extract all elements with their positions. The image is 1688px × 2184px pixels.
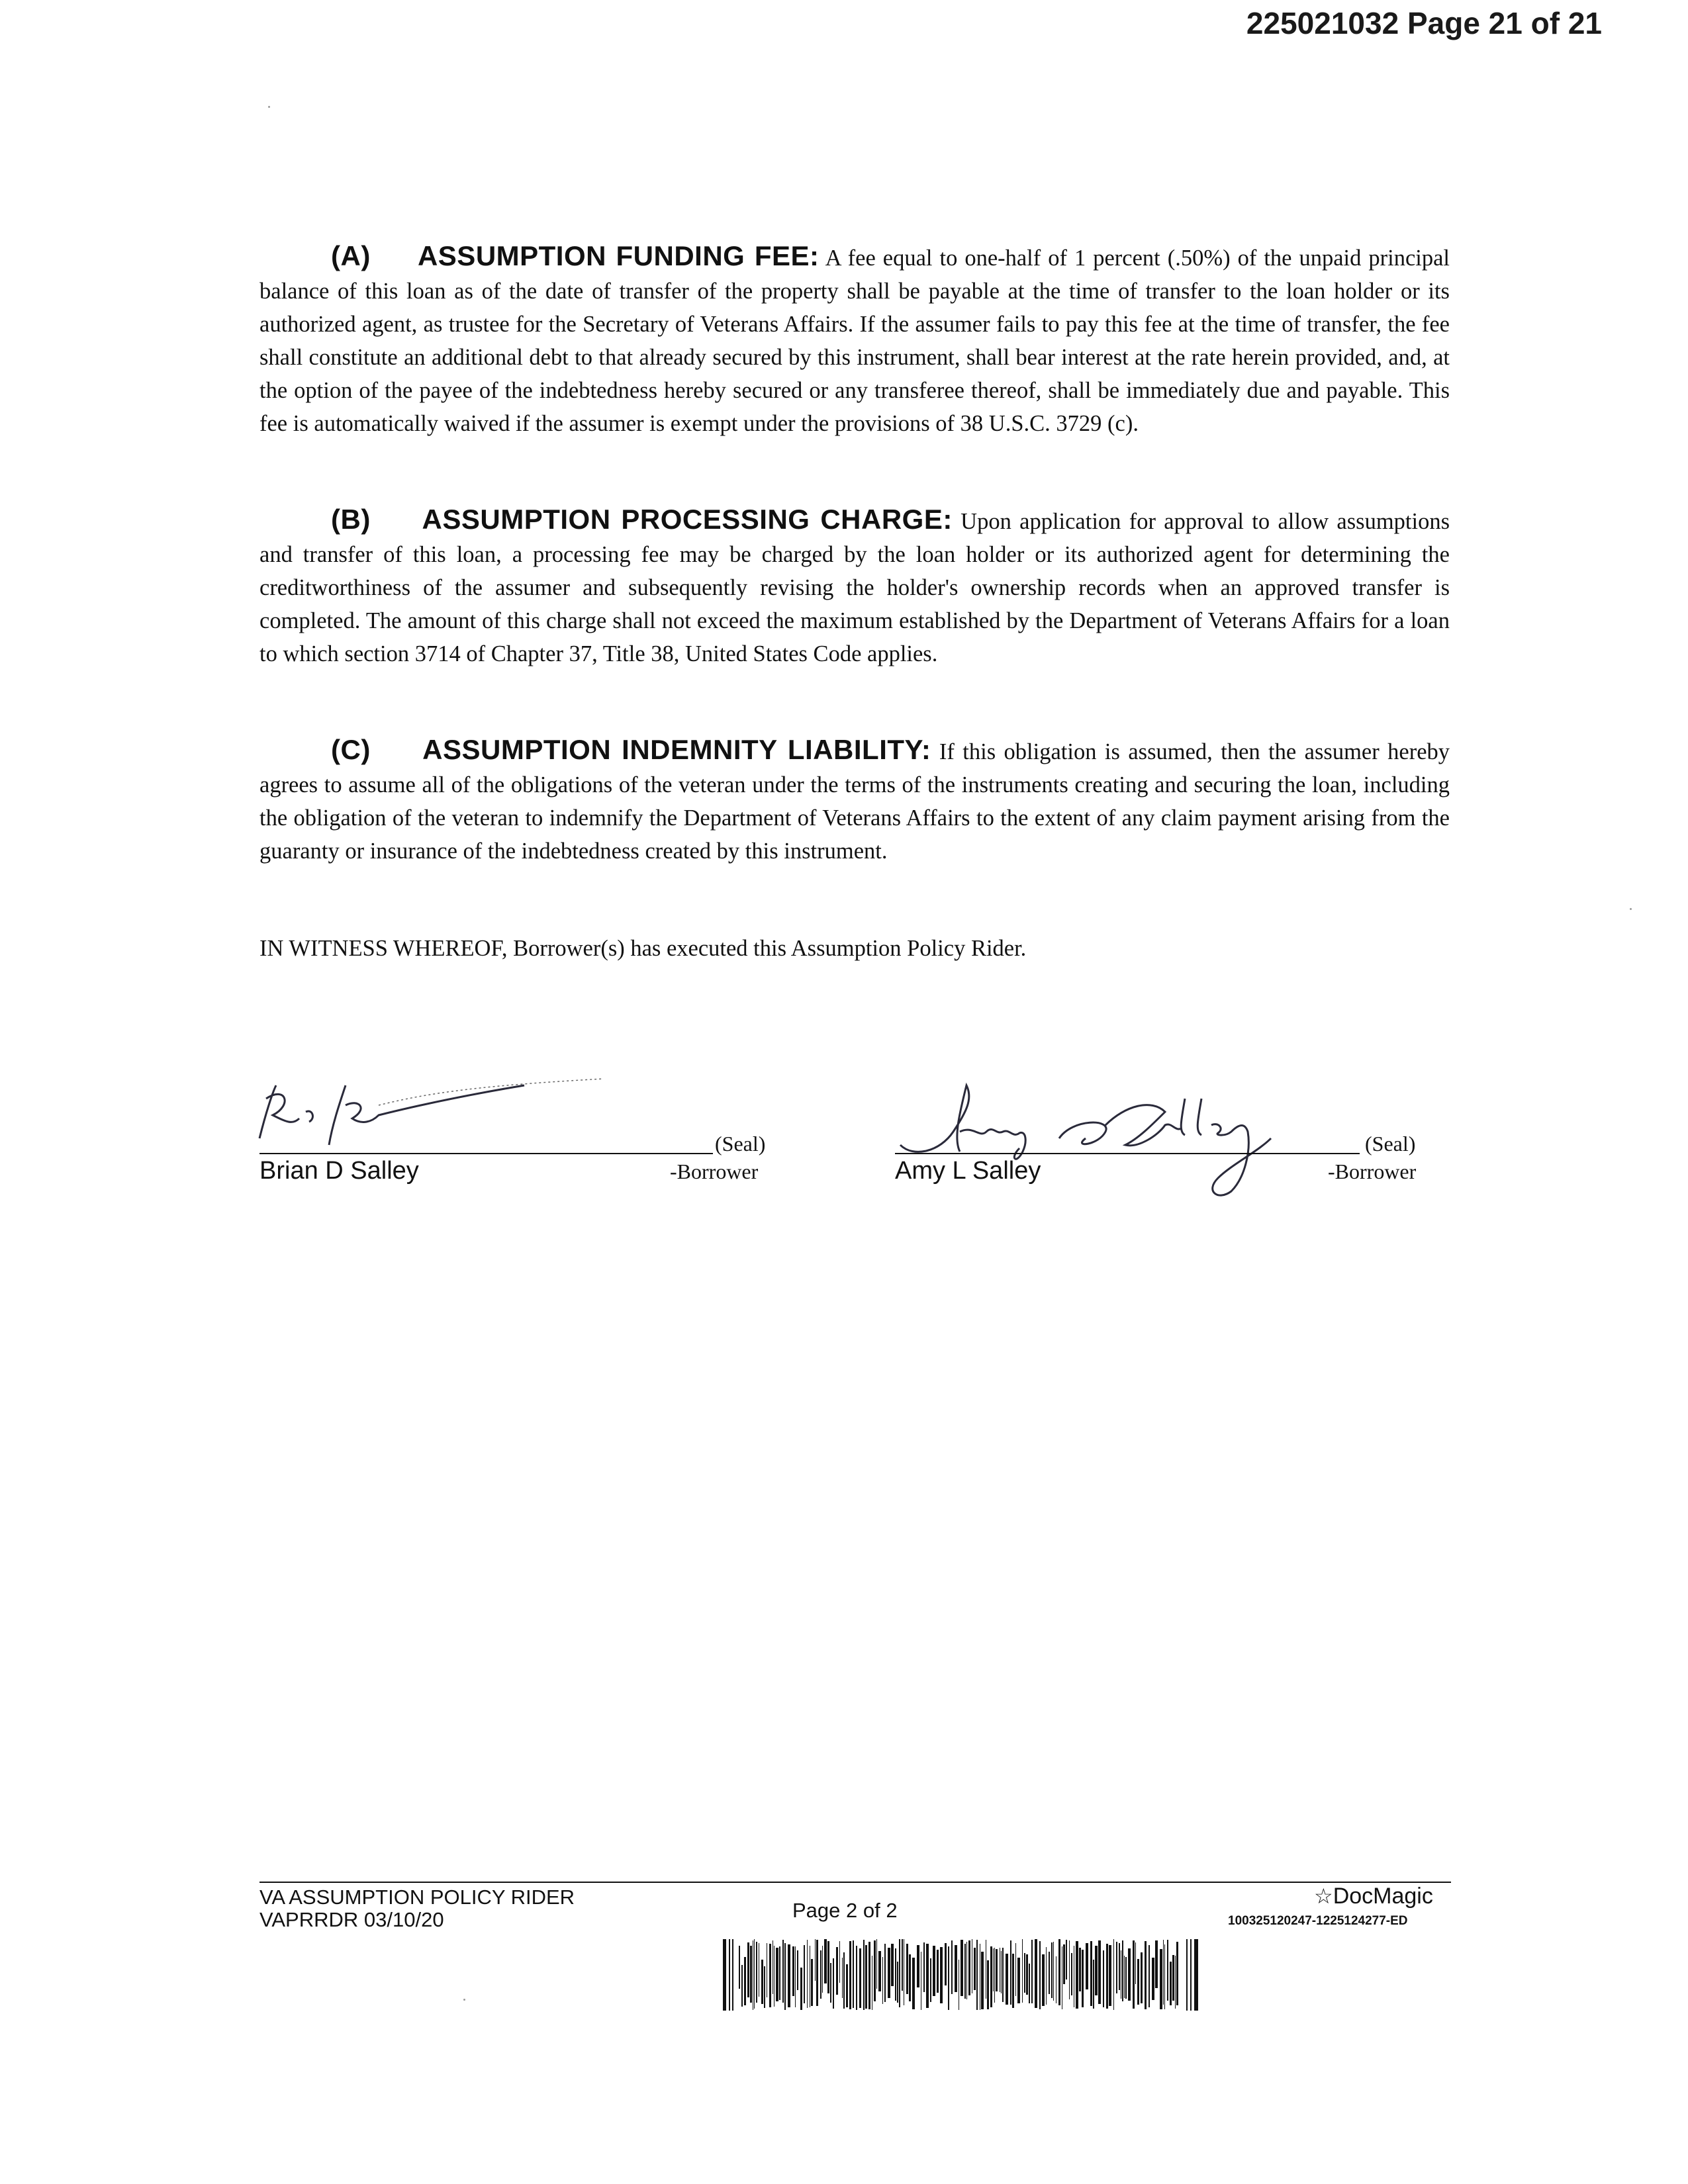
footer-brand bbox=[1314, 1885, 1433, 1907]
footer-rule bbox=[259, 1882, 1451, 1883]
scan-speck bbox=[463, 1999, 465, 2001]
signer-name-brian: Brian D Salley bbox=[259, 1157, 419, 1185]
seal-label-brian: (Seal) bbox=[715, 1132, 766, 1156]
signature-line-amy bbox=[895, 1153, 1360, 1154]
page-header-doc-number: 225021032 Page 21 of 21 bbox=[1246, 6, 1602, 40]
signature-amy bbox=[887, 1059, 1364, 1211]
section-c-heading: (C) ASSUMPTION INDEMNITY LIABILITY: bbox=[331, 734, 931, 765]
section-b bbox=[259, 503, 1450, 670]
section-a bbox=[259, 240, 1450, 440]
signer-name-amy: Amy L Salley bbox=[895, 1157, 1041, 1185]
footer-doc-id: 100325120247-1225124277-ED bbox=[1228, 1914, 1408, 1928]
scan-speck bbox=[268, 106, 270, 108]
seal-label-amy: (Seal) bbox=[1365, 1132, 1416, 1156]
section-a-heading: (A) ASSUMPTION FUNDING FEE: bbox=[331, 240, 820, 271]
footer-page-number: Page 2 of 2 bbox=[792, 1899, 898, 1922]
barcode bbox=[723, 1939, 1199, 2011]
section-a-body: A fee equal to one-half of 1 percent (.50%) of the unpaid principal balance of this loan as of the date of transfer of the property shall be payable at the time of transfer to the loan holder or its authorized agent, as trustee for the Secretary of Veterans Affairs. If the assumer fails to pay this fee at the time of transfer, the fee shall constitute an additional debt to that already secured by this instrument, shall bear interest at the rate herein provided, and, at the option of the payee of the indebtedness hereby secured or any transferee thereof, shall be immediately due and payable. This fee is automatically waived if the assumer is exempt under the provisions of 38 U.S.C. 3729 (c). bbox=[259, 246, 1450, 436]
section-b-heading: (B) ASSUMPTION PROCESSING CHARGE: bbox=[331, 504, 953, 535]
footer-form-code: VAPRRDR 03/10/20 bbox=[259, 1908, 444, 1931]
star-icon: ☆ bbox=[1314, 1884, 1333, 1908]
signature-brian bbox=[246, 1059, 617, 1165]
section-c bbox=[259, 733, 1450, 868]
witness-statement: IN WITNESS WHEREOF, Borrower(s) has executed this Assumption Policy Rider. bbox=[259, 936, 1027, 961]
signature-line-brian bbox=[259, 1153, 713, 1154]
footer-brand-name: DocMagic bbox=[1333, 1884, 1433, 1909]
section-c-body: If this obligation is assumed, then the assumer hereby agrees to assume all of the obligations of the veteran under the terms of the instruments creating and securing the loan, including the obligation of the veteran to indemnify the Department of Veterans Affairs to the extent of any claim payment arising from the guaranty or insurance of the indebtedness created by this instrument. bbox=[259, 739, 1450, 864]
footer-form-title: VA ASSUMPTION POLICY RIDER bbox=[259, 1886, 575, 1909]
borrower-role-brian: -Borrower bbox=[670, 1160, 759, 1183]
section-b-body: Upon application for approval to allow assumptions and transfer of this loan, a processing fee may be charged by the loan holder or its authorized agent for determining the creditworthiness of the assumer and subsequently revising the holder's ownership records when an approved transfer is completed. The amount of this charge shall not exceed the maximum established by the Department of Veterans Affairs for a loan to which section 3714 of Chapter 37, Title 38, United States Code applies. bbox=[259, 509, 1450, 666]
scan-speck bbox=[1630, 908, 1632, 910]
borrower-role-amy: -Borrower bbox=[1328, 1160, 1417, 1183]
